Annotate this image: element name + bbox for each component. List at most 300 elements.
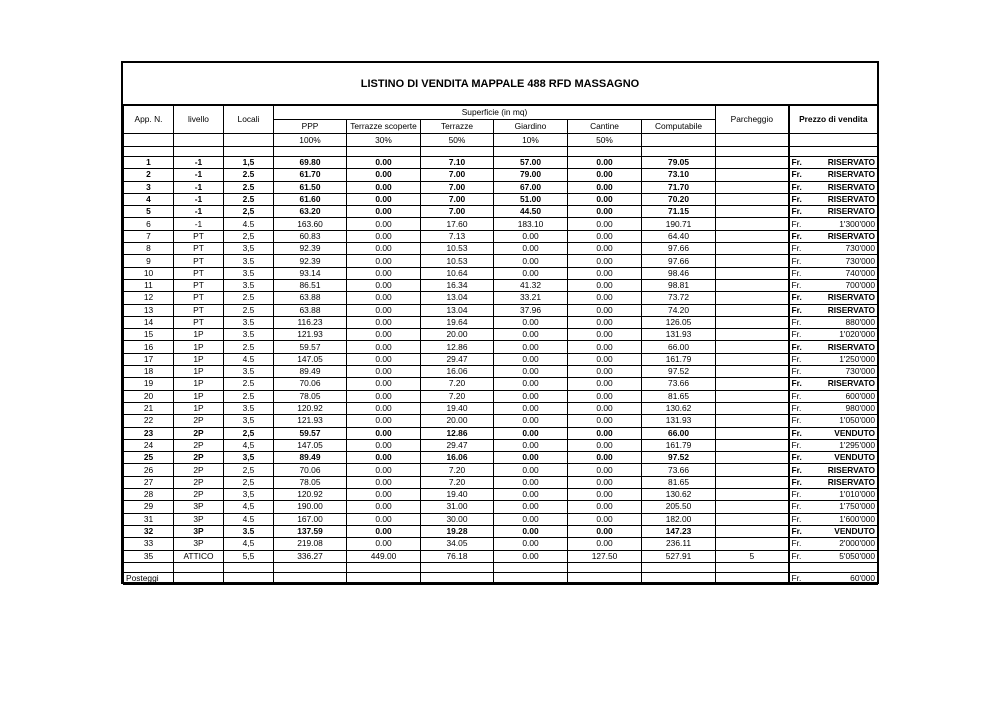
cell-parcheggio	[716, 255, 789, 267]
posteggi-label: Posteggi	[124, 572, 174, 584]
cell-computabile: 74.20	[642, 304, 716, 316]
cell-locali: 2.5	[224, 292, 274, 304]
cell-ppp: 121.93	[274, 329, 347, 341]
price-value: VENDUTO	[834, 526, 876, 537]
cell-prezzo	[789, 206, 878, 218]
cell-computabile: 79.05	[642, 157, 716, 169]
cell-terrazze: 16.34	[421, 279, 494, 291]
cell-parcheggio	[716, 218, 789, 230]
cell-locali: 3.5	[224, 525, 274, 537]
cell-cantine: 0.00	[568, 525, 642, 537]
cell-terrazze-scoperte: 0.00	[347, 501, 421, 513]
cell-terrazze-scoperte: 0.00	[347, 206, 421, 218]
cell-livello: -1	[174, 193, 224, 205]
cell-cantine: 0.00	[568, 230, 642, 242]
cell-prezzo	[789, 353, 878, 365]
cell-locali: 2.5	[224, 193, 274, 205]
cell-locali: 3.5	[224, 329, 274, 341]
cell-cantine: 0.00	[568, 366, 642, 378]
cell-locali: 4,5	[224, 538, 274, 550]
cell-terrazze-scoperte: 0.00	[347, 378, 421, 390]
currency-label: Fr.	[791, 366, 802, 377]
cell-terrazze: 7.00	[421, 181, 494, 193]
cell-computabile: 71.70	[642, 181, 716, 193]
price-value: 600'000	[845, 390, 876, 401]
cell-ppp: 89.49	[274, 452, 347, 464]
cell-app-number: 18	[124, 366, 174, 378]
cell-terrazze: 29.47	[421, 439, 494, 451]
cell-ppp: 63.88	[274, 292, 347, 304]
cell-app-number: 26	[124, 464, 174, 476]
cell-app-number: 28	[124, 489, 174, 501]
cell-locali: 4,5	[224, 501, 274, 513]
table-row	[124, 501, 878, 513]
header-app: App. N.	[124, 106, 174, 134]
cell-prezzo	[789, 243, 878, 255]
cell-terrazze-scoperte: 0.00	[347, 329, 421, 341]
currency-label: Fr.	[791, 243, 802, 254]
cell-computabile: 130.62	[642, 402, 716, 414]
cell-livello: 3P	[174, 525, 224, 537]
cell-livello: PT	[174, 230, 224, 242]
cell-giardino: 51.00	[494, 193, 568, 205]
cell-prezzo	[789, 230, 878, 242]
price-value: 740'000	[845, 267, 876, 278]
cell-app-number: 13	[124, 304, 174, 316]
cell-prezzo	[789, 402, 878, 414]
cell-computabile: 97.52	[642, 452, 716, 464]
cell-locali: 4,5	[224, 439, 274, 451]
price-value: RISERVATO	[827, 230, 876, 241]
cell-terrazze: 19.28	[421, 525, 494, 537]
cell-computabile: 527.91	[642, 550, 716, 562]
cell-prezzo	[789, 292, 878, 304]
cell-app-number: 25	[124, 452, 174, 464]
cell-giardino: 0.00	[494, 329, 568, 341]
cell-prezzo	[789, 452, 878, 464]
cell-terrazze-scoperte: 0.00	[347, 513, 421, 525]
table-row	[124, 181, 878, 193]
currency-label: Fr.	[791, 403, 802, 414]
cell-app-number: 3	[124, 181, 174, 193]
cell-prezzo	[789, 366, 878, 378]
cell-app-number: 9	[124, 255, 174, 267]
cell-livello: 2P	[174, 415, 224, 427]
cell-computabile: 205.50	[642, 501, 716, 513]
cell-prezzo	[789, 341, 878, 353]
cell-locali: 2.5	[224, 181, 274, 193]
currency-label: Fr.	[791, 317, 802, 327]
cell-terrazze: 76.18	[421, 550, 494, 562]
table-row	[124, 316, 878, 328]
cell-ppp: 120.92	[274, 489, 347, 501]
cell-parcheggio	[716, 390, 789, 402]
price-value: RISERVATO	[827, 157, 876, 168]
currency-label: Fr.	[791, 572, 802, 583]
currency-label: Fr.	[791, 353, 802, 364]
cell-livello: PT	[174, 243, 224, 255]
cell-locali: 2,5	[224, 230, 274, 242]
price-value: RISERVATO	[827, 206, 876, 217]
cell-cantine: 0.00	[568, 476, 642, 488]
cell-prezzo	[789, 489, 878, 501]
cell-parcheggio	[716, 415, 789, 427]
header-superficie: Superficie (in mq)	[274, 106, 716, 120]
cell-parcheggio	[716, 476, 789, 488]
price-value: 880'000	[845, 317, 876, 327]
cell-computabile: 66.00	[642, 341, 716, 353]
price-value: RISERVATO	[827, 476, 876, 487]
cell-prezzo	[789, 169, 878, 181]
currency-label: Fr.	[791, 513, 802, 524]
header-giardino: Giardino	[494, 120, 568, 134]
cell-giardino: 0.00	[494, 501, 568, 513]
price-value: 1'020'000	[839, 329, 876, 340]
cell-prezzo	[789, 476, 878, 488]
cell-terrazze: 7.13	[421, 230, 494, 242]
cell-giardino: 37.96	[494, 304, 568, 316]
cell-parcheggio	[716, 353, 789, 365]
cell-parcheggio	[716, 169, 789, 181]
currency-label: Fr.	[791, 304, 802, 315]
cell-giardino: 0.00	[494, 366, 568, 378]
cell-ppp: 78.05	[274, 476, 347, 488]
cell-cantine: 0.00	[568, 169, 642, 181]
cell-livello: 3P	[174, 513, 224, 525]
cell-livello: ATTICO	[174, 550, 224, 562]
cell-computabile: 161.79	[642, 439, 716, 451]
cell-app-number: 29	[124, 501, 174, 513]
cell-ppp: 92.39	[274, 243, 347, 255]
cell-prezzo	[789, 501, 878, 513]
price-value: 1'295'000	[839, 439, 876, 450]
cell-terrazze-scoperte: 0.00	[347, 476, 421, 488]
price-value: RISERVATO	[827, 194, 876, 205]
table-row	[124, 218, 878, 230]
currency-label: Fr.	[791, 427, 802, 438]
currency-label: Fr.	[791, 526, 802, 537]
cell-terrazze-scoperte: 449.00	[347, 550, 421, 562]
cell-locali: 3.5	[224, 255, 274, 267]
currency-label: Fr.	[791, 206, 802, 217]
cell-terrazze-scoperte: 0.00	[347, 525, 421, 537]
currency-label: Fr.	[791, 378, 802, 389]
cell-computabile: 97.66	[642, 255, 716, 267]
price-value: 1'600'000	[839, 513, 876, 524]
cell-ppp: 89.49	[274, 366, 347, 378]
pct-ppp: 100%	[274, 134, 347, 147]
cell-ppp: 120.92	[274, 402, 347, 414]
currency-label: Fr.	[791, 194, 802, 205]
table-row	[124, 452, 878, 464]
cell-computabile: 73.10	[642, 169, 716, 181]
price-list-table	[123, 105, 878, 585]
cell-livello: PT	[174, 304, 224, 316]
cell-terrazze: 10.53	[421, 243, 494, 255]
cell-cantine: 0.00	[568, 329, 642, 341]
currency-label: Fr.	[791, 452, 802, 463]
cell-locali: 4.5	[224, 353, 274, 365]
cell-prezzo	[789, 513, 878, 525]
cell-terrazze-scoperte: 0.00	[347, 218, 421, 230]
table-row	[124, 439, 878, 451]
price-value: VENDUTO	[834, 427, 876, 438]
cell-parcheggio	[716, 304, 789, 316]
price-list-sheet	[121, 61, 879, 584]
currency-label: Fr.	[791, 390, 802, 401]
cell-cantine: 0.00	[568, 304, 642, 316]
cell-ppp: 63.20	[274, 206, 347, 218]
cell-parcheggio	[716, 402, 789, 414]
table-row	[124, 206, 878, 218]
cell-terrazze-scoperte: 0.00	[347, 267, 421, 279]
currency-label: Fr.	[791, 329, 802, 340]
cell-parcheggio	[716, 341, 789, 353]
price-value: RISERVATO	[827, 464, 876, 475]
cell-app-number: 8	[124, 243, 174, 255]
cell-ppp: 69.80	[274, 157, 347, 169]
cell-prezzo	[789, 427, 878, 439]
cell-app-number: 17	[124, 353, 174, 365]
cell-app-number: 5	[124, 206, 174, 218]
cell-terrazze: 7.00	[421, 206, 494, 218]
cell-locali: 3.5	[224, 316, 274, 328]
cell-parcheggio	[716, 501, 789, 513]
cell-computabile: 236.11	[642, 538, 716, 550]
cell-terrazze-scoperte: 0.00	[347, 464, 421, 476]
cell-terrazze: 7.20	[421, 378, 494, 390]
cell-computabile: 70.20	[642, 193, 716, 205]
currency-label: Fr.	[791, 157, 802, 168]
header-locali: Locali	[224, 106, 274, 134]
cell-ppp: 219.08	[274, 538, 347, 550]
cell-terrazze: 16.06	[421, 452, 494, 464]
cell-prezzo	[789, 378, 878, 390]
cell-prezzo	[789, 267, 878, 279]
cell-locali: 3,5	[224, 452, 274, 464]
cell-computabile: 130.62	[642, 489, 716, 501]
cell-giardino: 0.00	[494, 464, 568, 476]
cell-giardino: 0.00	[494, 378, 568, 390]
cell-prezzo	[789, 193, 878, 205]
cell-locali: 4.5	[224, 218, 274, 230]
cell-giardino: 0.00	[494, 550, 568, 562]
price-value: VENDUTO	[834, 452, 876, 463]
cell-computabile: 98.81	[642, 279, 716, 291]
cell-terrazze-scoperte: 0.00	[347, 279, 421, 291]
cell-prezzo	[789, 415, 878, 427]
cell-giardino: 0.00	[494, 390, 568, 402]
cell-cantine: 0.00	[568, 243, 642, 255]
cell-app-number: 12	[124, 292, 174, 304]
cell-ppp: 61.60	[274, 193, 347, 205]
cell-terrazze-scoperte: 0.00	[347, 316, 421, 328]
cell-parcheggio	[716, 464, 789, 476]
table-row	[124, 169, 878, 181]
currency-label: Fr.	[791, 267, 802, 278]
cell-locali: 5,5	[224, 550, 274, 562]
cell-ppp: 86.51	[274, 279, 347, 291]
table-row	[124, 378, 878, 390]
cell-locali: 3.5	[224, 402, 274, 414]
cell-computabile: 190.71	[642, 218, 716, 230]
cell-livello: 1P	[174, 378, 224, 390]
cell-terrazze: 20.00	[421, 415, 494, 427]
cell-livello: PT	[174, 292, 224, 304]
table-row	[124, 267, 878, 279]
cell-parcheggio	[716, 525, 789, 537]
cell-app-number: 15	[124, 329, 174, 341]
cell-terrazze-scoperte: 0.00	[347, 341, 421, 353]
cell-terrazze: 7.10	[421, 157, 494, 169]
cell-giardino: 0.00	[494, 243, 568, 255]
cell-giardino: 0.00	[494, 353, 568, 365]
cell-app-number: 6	[124, 218, 174, 230]
cell-cantine: 0.00	[568, 255, 642, 267]
table-row	[124, 279, 878, 291]
cell-terrazze: 19.64	[421, 316, 494, 328]
cell-parcheggio	[716, 329, 789, 341]
cell-giardino: 44.50	[494, 206, 568, 218]
table-row	[124, 390, 878, 402]
cell-app-number: 19	[124, 378, 174, 390]
cell-parcheggio: 5	[716, 550, 789, 562]
price-value: 730'000	[845, 255, 876, 266]
cell-computabile: 161.79	[642, 353, 716, 365]
cell-cantine: 0.00	[568, 181, 642, 193]
cell-locali: 2.5	[224, 341, 274, 353]
cell-terrazze: 31.00	[421, 501, 494, 513]
currency-label: Fr.	[791, 181, 802, 192]
cell-prezzo	[789, 538, 878, 550]
currency-label: Fr.	[791, 218, 802, 229]
cell-cantine: 0.00	[568, 353, 642, 365]
price-value: 60'000	[850, 572, 876, 583]
cell-computabile: 73.66	[642, 464, 716, 476]
currency-label: Fr.	[791, 255, 802, 266]
cell-livello: -1	[174, 181, 224, 193]
price-value: 730'000	[845, 366, 876, 377]
cell-livello: 2P	[174, 464, 224, 476]
cell-computabile: 81.65	[642, 390, 716, 402]
table-row	[124, 550, 878, 562]
price-value: 1'250'000	[839, 353, 876, 364]
cell-prezzo	[789, 279, 878, 291]
cell-livello: 2P	[174, 452, 224, 464]
cell-cantine: 127.50	[568, 550, 642, 562]
cell-terrazze: 13.04	[421, 292, 494, 304]
cell-terrazze: 7.20	[421, 464, 494, 476]
table-row	[124, 329, 878, 341]
currency-label: Fr.	[791, 415, 802, 426]
currency-label: Fr.	[791, 538, 802, 549]
header-prezzo: Prezzo di vendita	[789, 106, 878, 134]
cell-parcheggio	[716, 378, 789, 390]
table-row	[124, 525, 878, 537]
cell-locali: 3.5	[224, 366, 274, 378]
cell-terrazze-scoperte: 0.00	[347, 452, 421, 464]
pct-terrazze-scoperte: 30%	[347, 134, 421, 147]
cell-livello: -1	[174, 206, 224, 218]
cell-locali: 2,5	[224, 427, 274, 439]
cell-locali: 2.5	[224, 390, 274, 402]
cell-parcheggio	[716, 513, 789, 525]
cell-terrazze: 17.60	[421, 218, 494, 230]
cell-giardino: 0.00	[494, 489, 568, 501]
cell-terrazze-scoperte: 0.00	[347, 181, 421, 193]
cell-terrazze: 30.00	[421, 513, 494, 525]
cell-prezzo	[789, 316, 878, 328]
cell-parcheggio	[716, 439, 789, 451]
header-terrazze-scoperte: Terrazze scoperte	[347, 120, 421, 134]
header-terrazze: Terrazze	[421, 120, 494, 134]
cell-locali: 2,5	[224, 476, 274, 488]
cell-giardino: 0.00	[494, 513, 568, 525]
price-value: RISERVATO	[827, 292, 876, 303]
currency-label: Fr.	[791, 341, 802, 352]
price-value: 700'000	[845, 280, 876, 291]
cell-locali: 2.5	[224, 304, 274, 316]
cell-terrazze-scoperte: 0.00	[347, 353, 421, 365]
cell-computabile: 97.52	[642, 366, 716, 378]
cell-app-number: 22	[124, 415, 174, 427]
cell-app-number: 33	[124, 538, 174, 550]
currency-label: Fr.	[791, 230, 802, 241]
price-value: RISERVATO	[827, 169, 876, 180]
table-row	[124, 464, 878, 476]
cell-app-number: 10	[124, 267, 174, 279]
currency-label: Fr.	[791, 464, 802, 475]
price-value: 980'000	[845, 403, 876, 414]
cell-locali: 3.5	[224, 279, 274, 291]
cell-ppp: 147.05	[274, 439, 347, 451]
cell-prezzo	[789, 390, 878, 402]
cell-cantine: 0.00	[568, 341, 642, 353]
cell-prezzo	[789, 464, 878, 476]
price-value: RISERVATO	[827, 378, 876, 389]
cell-ppp: 61.50	[274, 181, 347, 193]
table-row	[124, 157, 878, 169]
price-value: RISERVATO	[827, 341, 876, 352]
cell-terrazze-scoperte: 0.00	[347, 415, 421, 427]
cell-giardino: 33.21	[494, 292, 568, 304]
cell-cantine: 0.00	[568, 538, 642, 550]
cell-computabile: 81.65	[642, 476, 716, 488]
cell-cantine: 0.00	[568, 316, 642, 328]
table-row	[124, 193, 878, 205]
cell-parcheggio	[716, 279, 789, 291]
cell-ppp: 78.05	[274, 390, 347, 402]
cell-terrazze-scoperte: 0.00	[347, 157, 421, 169]
cell-giardino: 79.00	[494, 169, 568, 181]
cell-livello: 2P	[174, 439, 224, 451]
cell-giardino: 0.00	[494, 341, 568, 353]
cell-livello: 1P	[174, 353, 224, 365]
cell-parcheggio	[716, 489, 789, 501]
cell-terrazze-scoperte: 0.00	[347, 292, 421, 304]
cell-cantine: 0.00	[568, 193, 642, 205]
cell-computabile: 147.23	[642, 525, 716, 537]
cell-giardino: 0.00	[494, 525, 568, 537]
cell-livello: 3P	[174, 501, 224, 513]
cell-ppp: 70.06	[274, 464, 347, 476]
cell-giardino: 183.10	[494, 218, 568, 230]
cell-ppp: 92.39	[274, 255, 347, 267]
currency-label: Fr.	[791, 169, 802, 180]
cell-giardino: 0.00	[494, 255, 568, 267]
cell-giardino: 0.00	[494, 427, 568, 439]
cell-giardino: 0.00	[494, 439, 568, 451]
